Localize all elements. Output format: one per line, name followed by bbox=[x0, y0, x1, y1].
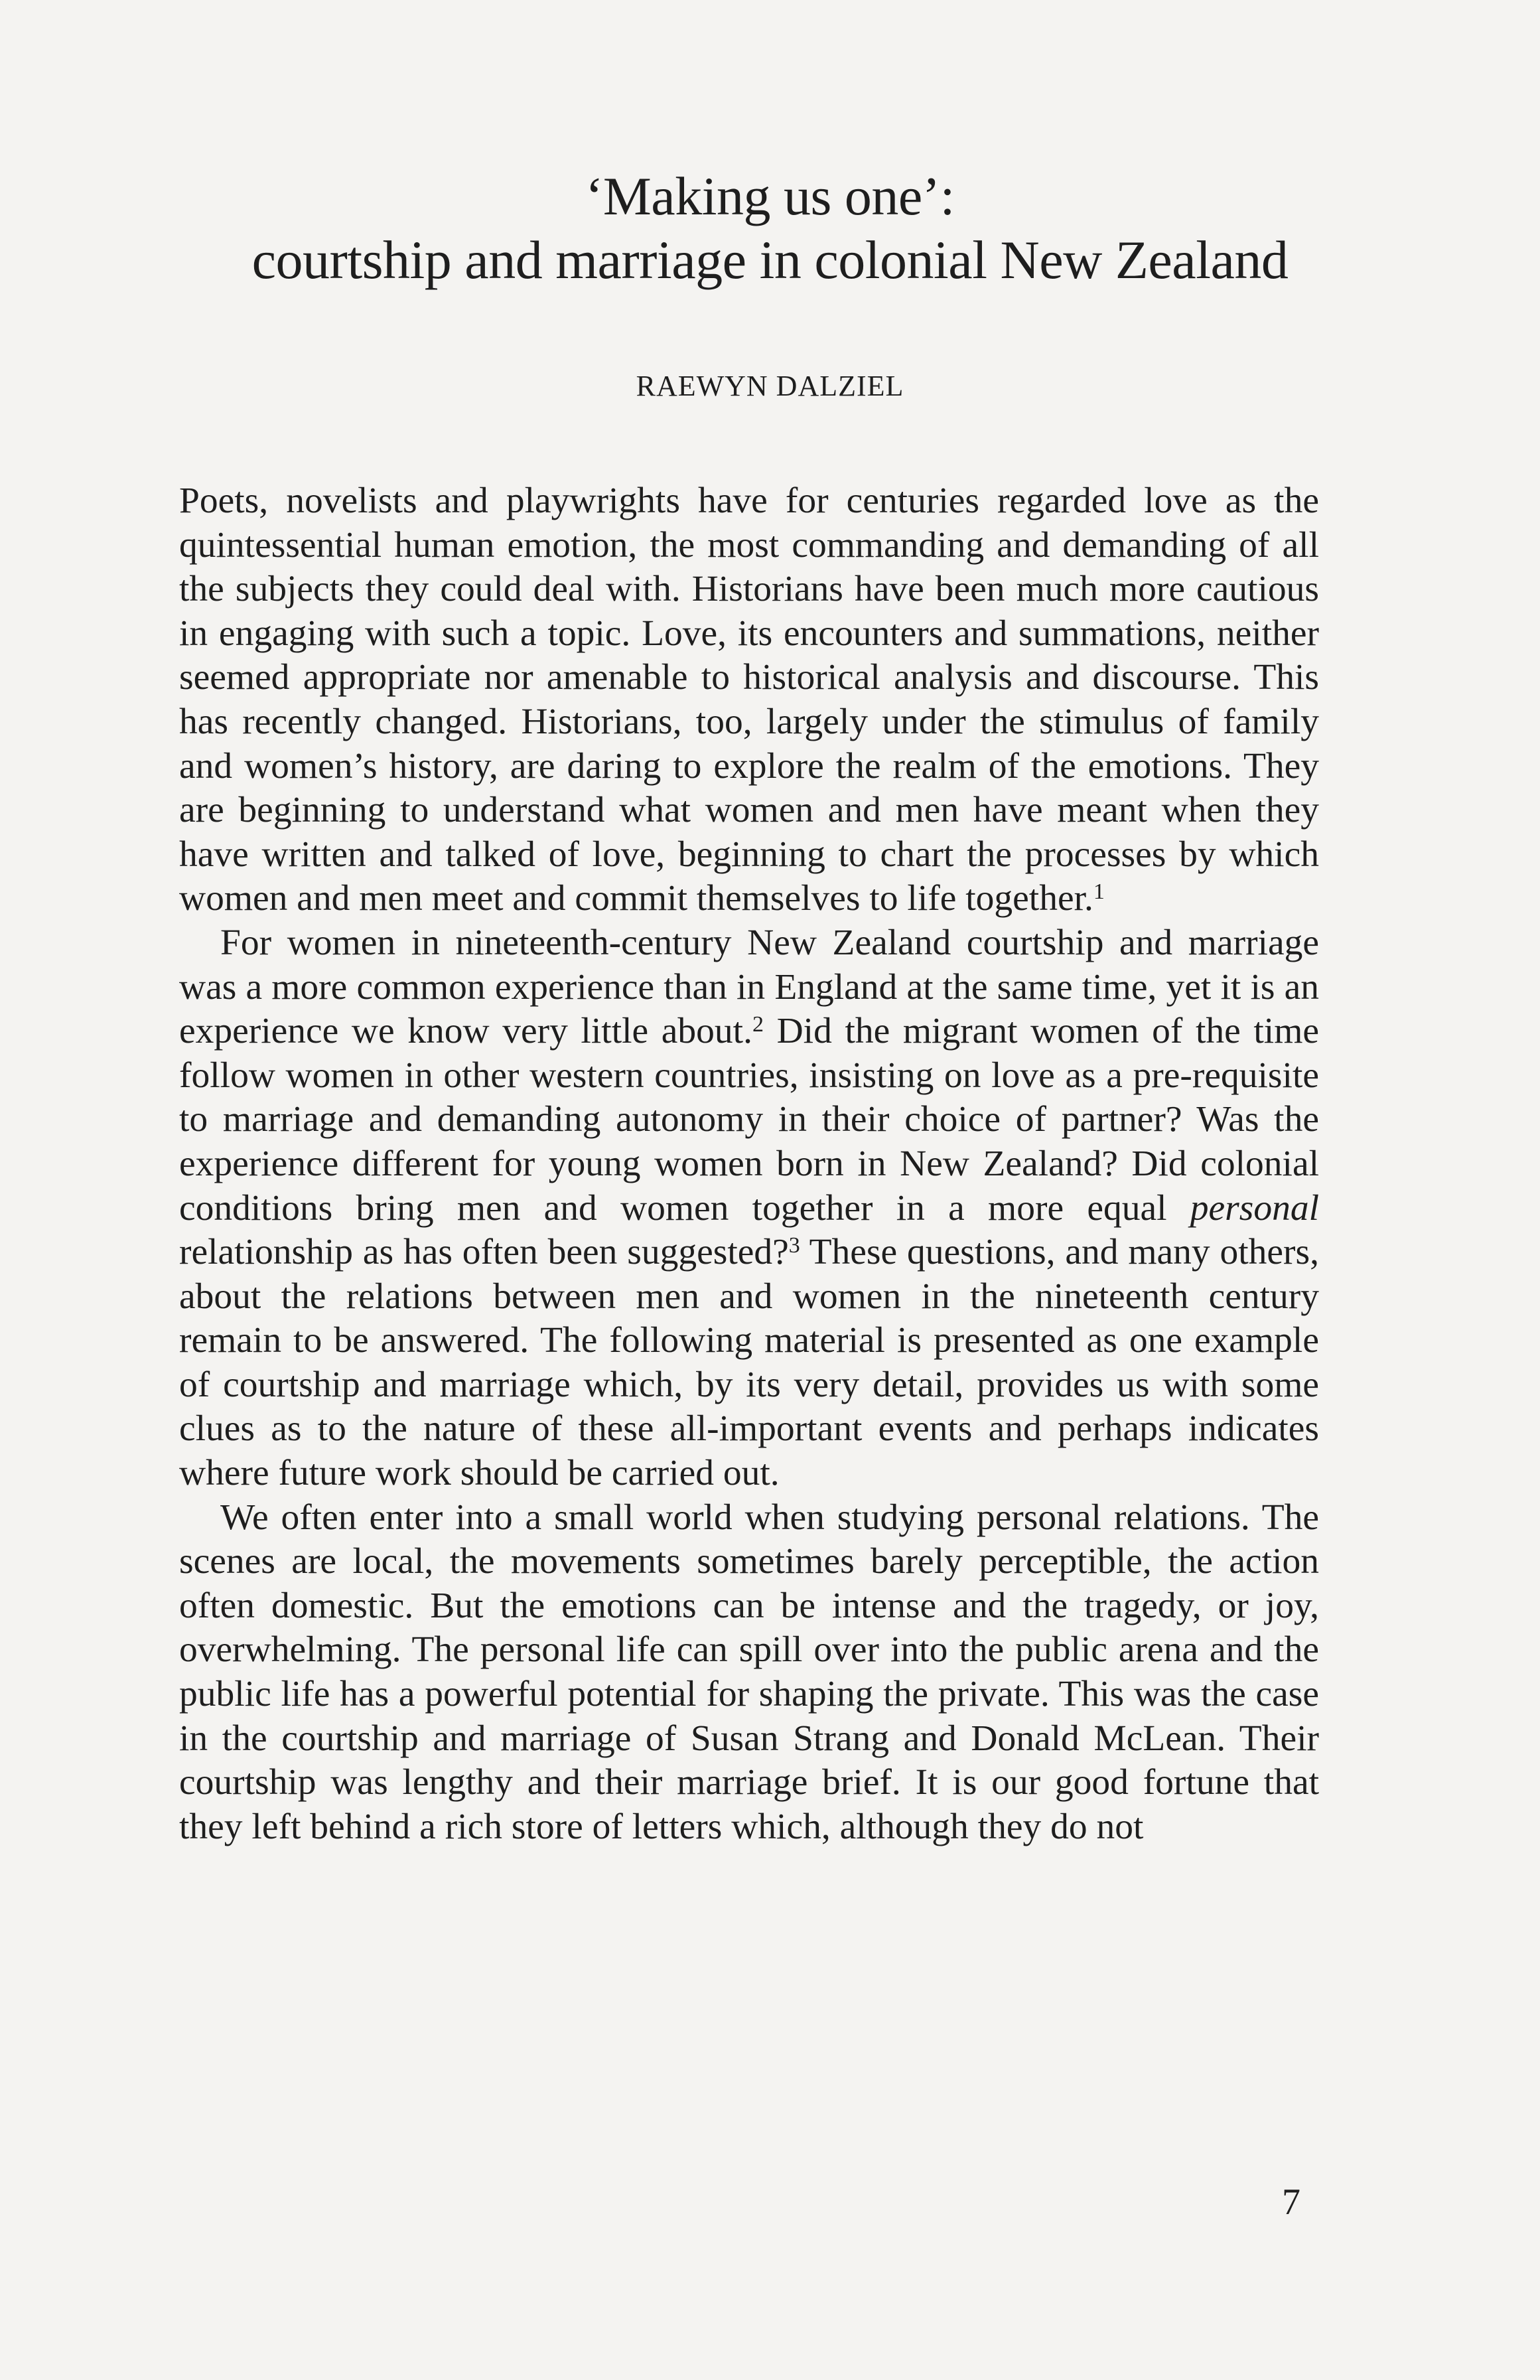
paragraph-2-text-d: These questions, and many others, about the relations between men and women in the nineteenth century remain to be answered. The following material is presented as one example of courtship and marriage which, by its very detail, provides us with some clues as to the nature of these all-important events and perhaps indicates where future work should be carried out. bbox=[179, 1232, 1319, 1494]
article-title bbox=[0, 165, 1540, 292]
footnote-ref-3: 3 bbox=[788, 1232, 800, 1258]
article-title-line-1: ‘Making us one’: bbox=[585, 166, 955, 226]
article-title-line-2: courtship and marriage in colonial New Zealand bbox=[251, 230, 1289, 290]
footnote-ref-2: 2 bbox=[752, 1011, 764, 1037]
paragraph-1-text: Poets, novelists and playwrights have for centuries regarded love as the quintessential human emotion, the most commanding and demanding of all the subjects they could deal with. Historians have been much more cautious in engaging with such a topic. Love, its encounters and summations, neither seemed appropriate nor amenable to historical analysis and discourse. This has recently changed. Historians, too, largely under the stimulus of family and women’s history, are daring to explore the realm of the emotions. They are beginning to understand what women and men have meant when they have written and talked of love, beginning to chart the processes by which women and men meet and commit themselves to life together. bbox=[179, 481, 1319, 919]
paragraph-2 bbox=[179, 921, 1319, 1496]
footnote-ref-1: 1 bbox=[1093, 879, 1105, 904]
paragraph-2-text-a: For women in nineteenth-century New Zealand courtship and marriage was a more common experience than in England at the same time, yet it is an experience we know very little about. bbox=[179, 922, 1319, 1052]
page-number: 7 bbox=[1282, 2182, 1300, 2223]
paragraph-2-text-c: relationship as has often been suggested? bbox=[179, 1232, 789, 1273]
article-body bbox=[179, 479, 1319, 1849]
paragraph-2-text-b: Did the migrant women of the time follow women in other western countries, insisting on love as a pre-requisite to marriage and demanding autonomy in their choice of partner? Was the experience different for young women born in New Zealand? Did colonial conditions bring men and women together in a more equal bbox=[179, 1011, 1320, 1228]
paragraph-3 bbox=[179, 1496, 1319, 1850]
article-author: RAEWYN DALZIEL bbox=[636, 370, 904, 402]
paragraph-1 bbox=[179, 479, 1319, 921]
emphasis-personal: personal bbox=[1190, 1187, 1319, 1228]
paragraph-3-text: We often enter into a small world when studying personal relations. The scenes are local, the movements sometimes barely perceptible, the action often domestic. But the emotions can be intense and the tragedy, or joy, overwhelming. The personal life can spill over into the public arena and the public life has a powerful potential for shaping the private. This was the case in the courtship and marriage of Susan Strang and Donald McLean. Their courtship was lengthy and their marriage brief. It is our good fortune that they left behind a rich store of letters which, although they do not bbox=[179, 1497, 1319, 1847]
